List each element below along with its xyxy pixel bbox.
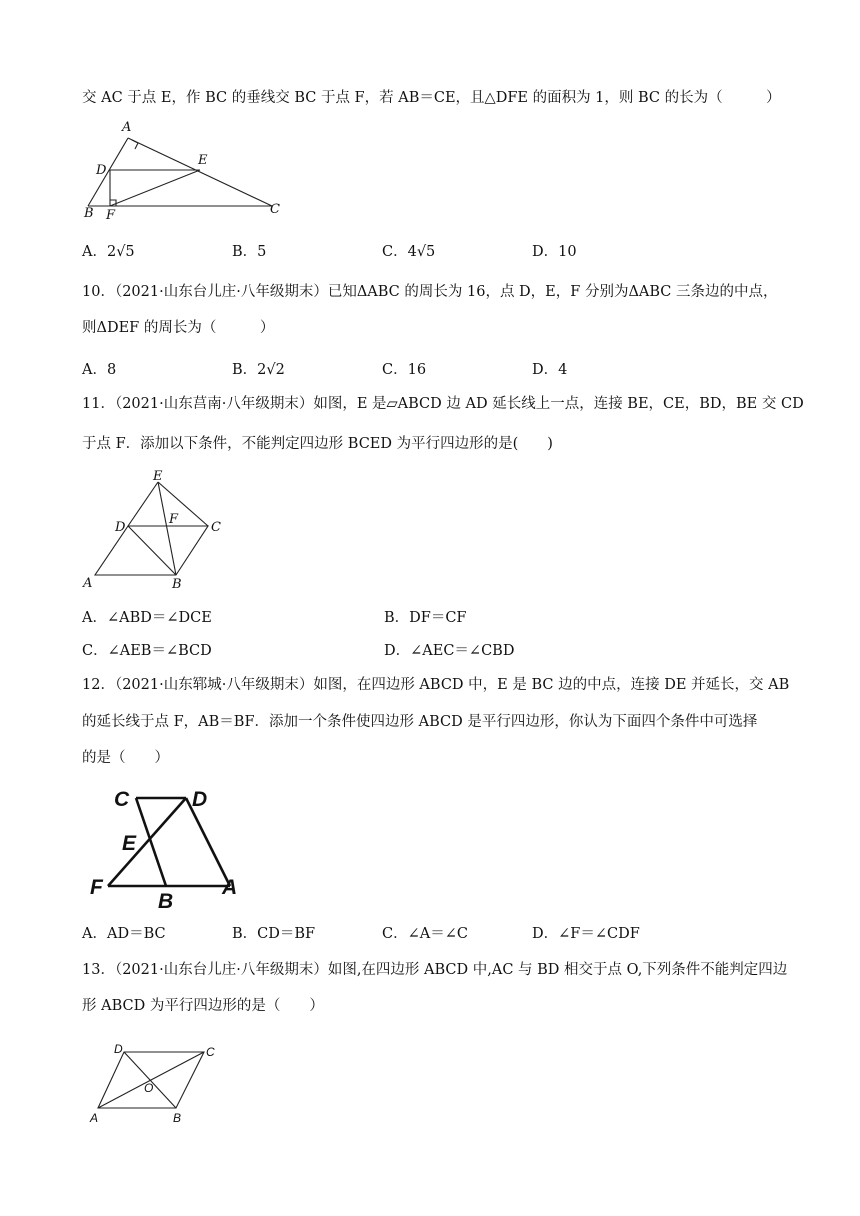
q12-stem-line2: 的延长线于点 F，AB＝BF．添加一个条件使四边形 ABCD 是平行四边形，你认为下面四个条件中可选择 [82, 714, 758, 730]
q9-stem: 交 AC 于点 E，作 BC 的垂线交 BC 于点 F，若 AB＝CE，且△DFE 的面积为 1，则 BC 的长为（ ） [82, 90, 781, 106]
q9-option-a[interactable]: A．2√5 [82, 244, 135, 260]
q11-option-d[interactable]: D．∠AEC＝∠CBD [384, 643, 515, 659]
q11-stem-line1: 11．（2021·山东莒南·八年级期末）如图，E 是▱ABCD 边 AD 延长线上一点，连接 BE，CE，BD，BE 交 CD [82, 396, 804, 412]
q12-label-e: E [122, 832, 137, 855]
q12-label-d: D [192, 788, 208, 811]
q11-label-a: A [83, 576, 93, 591]
q9-label-c: C [270, 202, 280, 217]
q11-option-b[interactable]: B．DF＝CF [384, 610, 467, 626]
q11-stem-line2: 于点 F．添加以下条件，不能判定四边形 BCED 为平行四边形的是( ) [82, 436, 553, 452]
q9-label-d: D [96, 163, 107, 178]
q12-label-f: F [90, 876, 103, 899]
q12-label-a: A [222, 876, 238, 899]
q12-stem-line3: 的是（ ） [82, 750, 169, 766]
q11-label-d: D [115, 520, 126, 535]
q11-label-f: F [169, 512, 179, 527]
q12-option-a[interactable]: A．AD＝BC [82, 926, 166, 942]
q10-option-c[interactable]: C．16 [382, 362, 427, 378]
q10-option-d[interactable]: D．4 [532, 362, 568, 378]
q13-label-b: B [173, 1111, 182, 1125]
q11-figure [78, 470, 228, 592]
q10-stem-line2: 则ΔDEF 的周长为（ ） [82, 320, 275, 336]
q9-option-d[interactable]: D．10 [532, 244, 577, 260]
q12-stem-line1: 12．（2021·山东郓城·八年级期末）如图，在四边形 ABCD 中，E 是 BC 边的中点，连接 DE 并延长，交 AB [82, 677, 790, 693]
q12-option-d[interactable]: D．∠F＝∠CDF [532, 926, 640, 942]
q11-label-b: B [172, 577, 182, 592]
q10-option-b[interactable]: B．2√2 [232, 362, 285, 378]
q9-label-a: A [122, 120, 132, 135]
q9-label-b: B [84, 206, 94, 221]
q11-label-e: E [153, 469, 163, 484]
q12-figure [88, 784, 248, 912]
q11-label-c: C [211, 520, 221, 535]
q10-stem-line1: 10．（2021·山东台儿庄·八年级期末）已知ΔABC 的周长为 16，点 D，E，F 分别为ΔABC 三条边的中点， [82, 284, 778, 300]
q9-option-c[interactable]: C．4√5 [382, 244, 436, 260]
q12-option-b[interactable]: B．CD＝BF [232, 926, 316, 942]
q11-option-a[interactable]: A．∠ABD＝∠DCE [82, 610, 212, 626]
q9-option-b[interactable]: B．5 [232, 244, 267, 260]
q10-option-a[interactable]: A．8 [82, 362, 117, 378]
q11-option-c[interactable]: C．∠AEB＝∠BCD [82, 643, 212, 659]
q9-figure [80, 118, 300, 226]
q12-label-b: B [158, 890, 174, 913]
q9-label-e: E [198, 153, 208, 168]
q13-label-c: C [206, 1045, 215, 1059]
q13-stem-line2: 形 ABCD 为平行四边形的是（ ） [82, 998, 324, 1014]
q13-label-d: D [114, 1042, 123, 1056]
q13-figure [86, 1040, 236, 1124]
q12-label-c: C [114, 788, 130, 811]
q12-option-c[interactable]: C．∠A＝∠C [382, 926, 468, 942]
q9-label-f: F [106, 208, 116, 223]
q13-stem-line1: 13．（2021·山东台儿庄·八年级期末）如图,在四边形 ABCD 中,AC 与 BD 相交于点 O,下列条件不能判定四边 [82, 962, 788, 978]
q13-label-o: O [144, 1081, 154, 1095]
q13-label-a: A [90, 1111, 99, 1125]
